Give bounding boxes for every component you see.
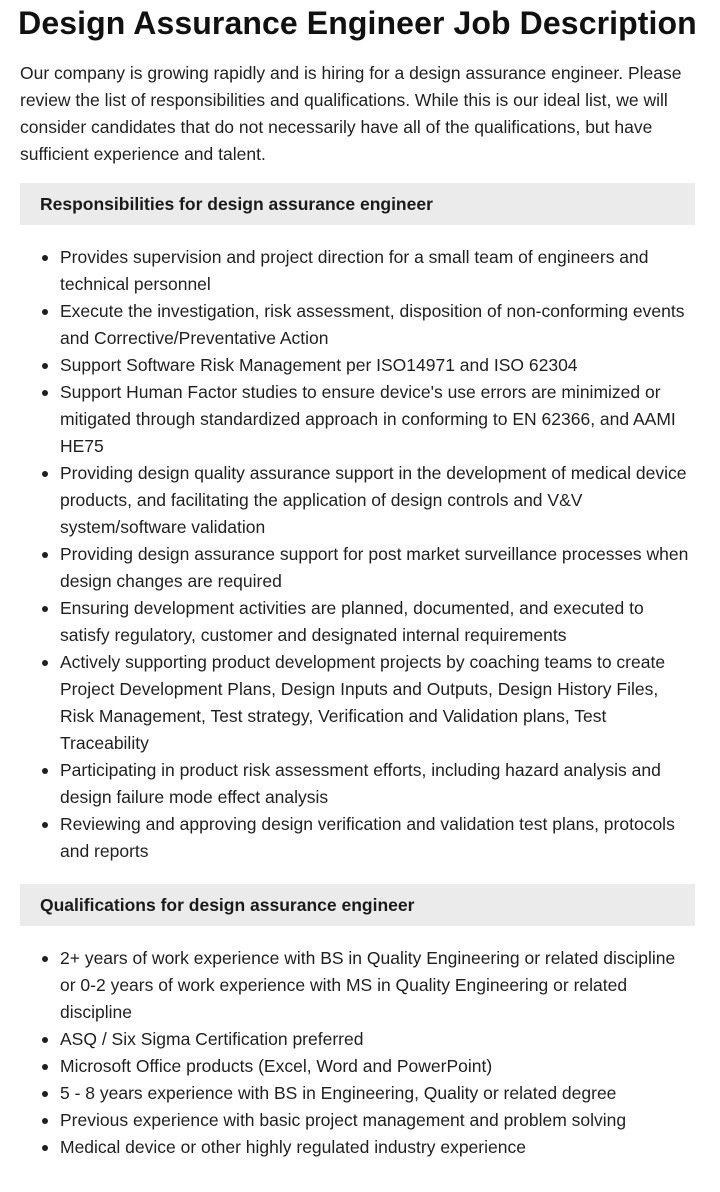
responsibility-item: Support Human Factor studies to ensure device's use errors are minimized or mitigated through standardized approach in conforming to EN 62366, and AAMI HE75 xyxy=(60,379,695,460)
responsibilities-heading: Responsibilities for design assurance engineer xyxy=(20,183,695,225)
responsibility-item: Execute the investigation, risk assessment, disposition of non-conforming events and Corrective/Preventative Action xyxy=(60,298,695,352)
responsibilities-list xyxy=(20,244,695,865)
responsibility-item: Providing design assurance support for post market surveillance processes when design changes are required xyxy=(60,541,695,595)
qualification-item: Previous experience with basic project management and problem solving xyxy=(60,1107,695,1134)
responsibility-item: Support Software Risk Management per ISO14971 and ISO 62304 xyxy=(60,352,695,379)
qualifications-list xyxy=(20,945,695,1161)
responsibility-item: Participating in product risk assessment efforts, including hazard analysis and design failure mode effect analysis xyxy=(60,757,695,811)
qualification-item: 5 - 8 years experience with BS in Engineering, Quality or related degree xyxy=(60,1080,695,1107)
qualification-item: Medical device or other highly regulated industry experience xyxy=(60,1134,695,1161)
responsibility-item: Reviewing and approving design verification and validation test plans, protocols and reports xyxy=(60,811,695,865)
page-title: Design Assurance Engineer Job Description xyxy=(18,5,697,41)
qualification-item: ASQ / Six Sigma Certification preferred xyxy=(60,1026,695,1053)
responsibility-item: Ensuring development activities are planned, documented, and executed to satisfy regulatory, customer and designated internal requirements xyxy=(60,595,695,649)
qualifications-heading: Qualifications for design assurance engineer xyxy=(20,884,695,926)
intro-paragraph: Our company is growing rapidly and is hiring for a design assurance engineer. Please review the list of responsibilities and qualifications. While this is our ideal list, we will consider candidates that do not necessarily have all of the qualifications, but have sufficient experience and talent. xyxy=(20,63,682,164)
qualification-item: Microsoft Office products (Excel, Word and PowerPoint) xyxy=(60,1053,695,1080)
qualification-item: 2+ years of work experience with BS in Quality Engineering or related discipline or 0-2 years of work experience with MS in Quality Engineering or related discipline xyxy=(60,945,695,1026)
responsibility-item: Provides supervision and project direction for a small team of engineers and technical personnel xyxy=(60,244,695,298)
responsibility-item: Actively supporting product development projects by coaching teams to create Project Development Plans, Design Inputs and Outputs, Design History Files, Risk Management, Test strategy, Verification and Validation plans, Test Traceability xyxy=(60,649,695,757)
responsibility-item: Providing design quality assurance support in the development of medical device products, and facilitating the application of design controls and V&V system/software validation xyxy=(60,460,695,541)
